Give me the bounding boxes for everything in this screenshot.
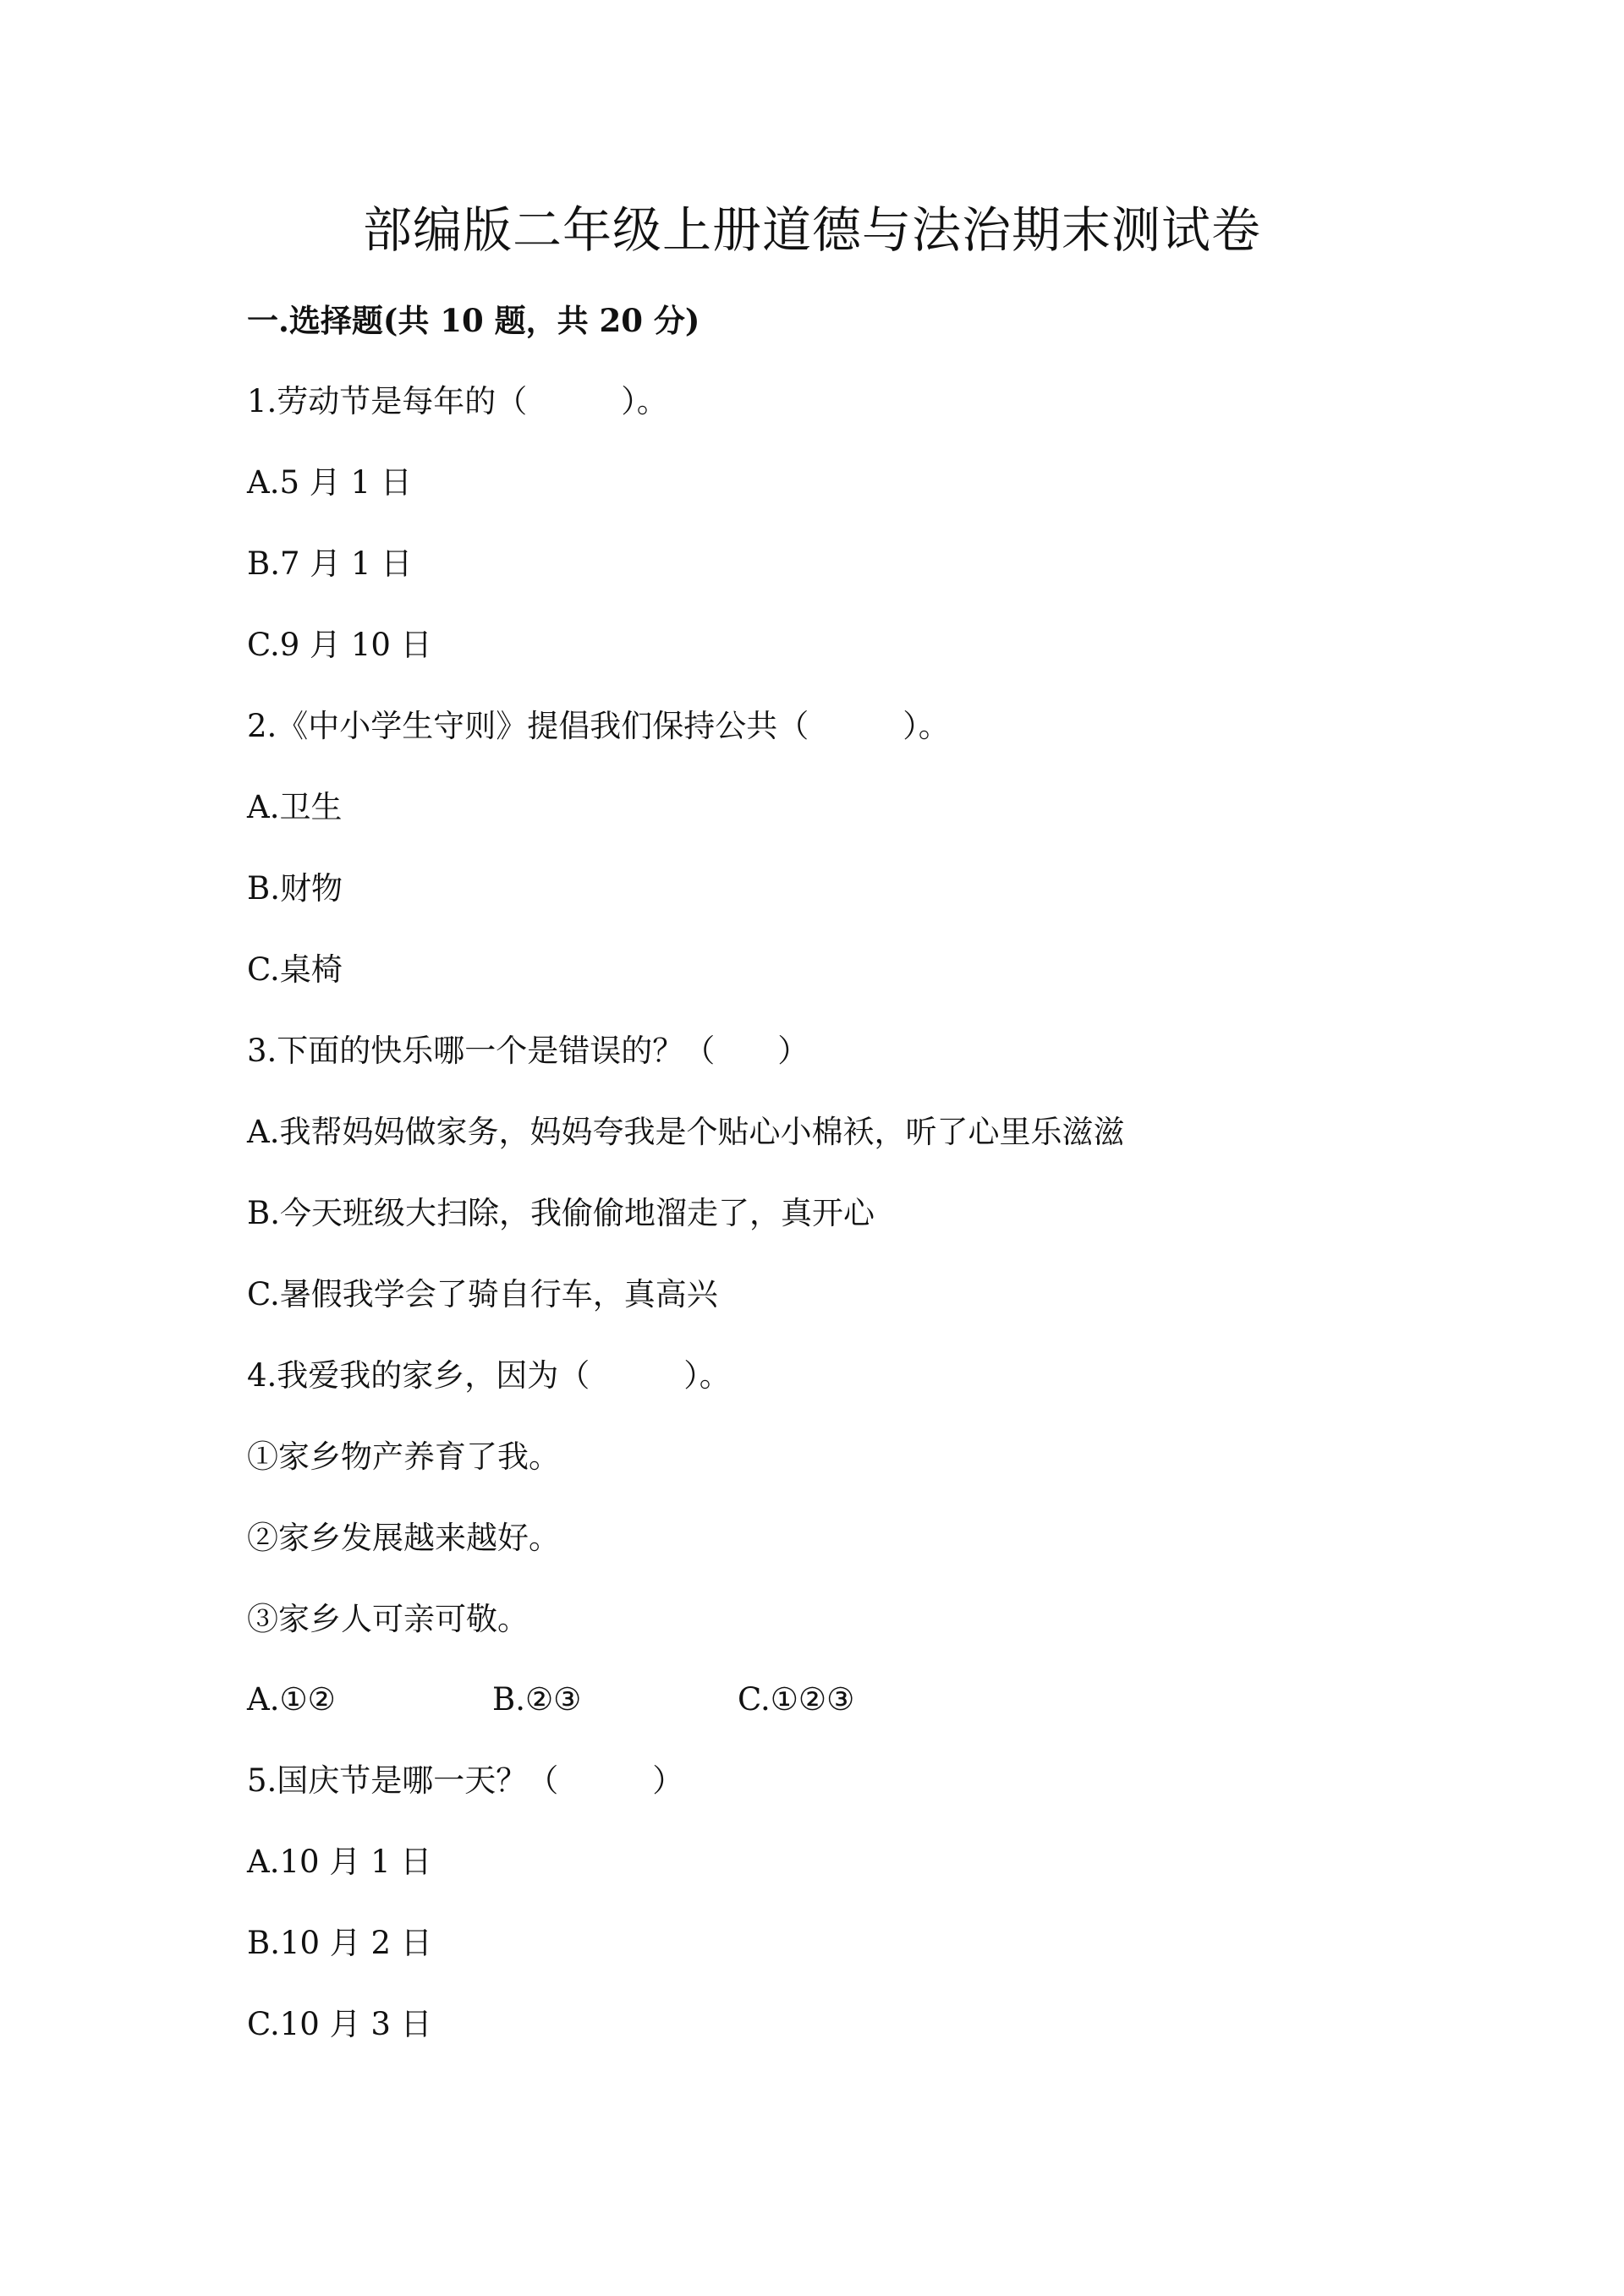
question-1-option-b: B.7 月 1 日 xyxy=(247,545,413,582)
question-4-stem: 4.我爱我的家乡，因为（ ）。 xyxy=(247,1357,731,1394)
question-2-option-b: B.财物 xyxy=(247,870,343,907)
question-4-option-a: A.①② xyxy=(247,1681,336,1718)
question-2-stem: 2.《中小学生守则》提倡我们保持公共（ ）。 xyxy=(247,708,950,744)
question-5-stem: 5.国庆节是哪一天？（ ） xyxy=(247,1762,684,1799)
question-1-stem: 1.劳动节是每年的（ ）。 xyxy=(247,383,668,419)
question-4-option-b: B.②③ xyxy=(492,1681,582,1718)
question-2-option-c: C.桌椅 xyxy=(247,951,343,988)
question-5-option-a: A.10 月 1 日 xyxy=(247,1844,432,1880)
question-4-statement-1: ①家乡物产养育了我。 xyxy=(247,1438,560,1475)
question-5-option-c: C.10 月 3 日 xyxy=(247,2006,432,2042)
question-2-option-a: A.卫生 xyxy=(247,789,343,825)
page-title: 部编版二年级上册道德与法治期末测试卷 xyxy=(362,201,1261,259)
question-1-option-c: C.9 月 10 日 xyxy=(247,627,432,663)
question-4-options-row xyxy=(247,1679,1093,1721)
question-5-option-b: B.10 月 2 日 xyxy=(247,1925,432,1961)
question-3-option-a: A.我帮妈妈做家务，妈妈夸我是个贴心小棉袄，听了心里乐滋滋 xyxy=(247,1114,1125,1150)
question-3-option-c: C.暑假我学会了骑自行车，真高兴 xyxy=(247,1276,718,1312)
question-3-stem: 3.下面的快乐哪一个是错误的？（ ） xyxy=(247,1033,809,1069)
question-4-statement-2: ②家乡发展越来越好。 xyxy=(247,1520,560,1556)
question-4-option-c: C.①②③ xyxy=(738,1681,855,1718)
question-4-statement-3: ③家乡人可亲可敬。 xyxy=(247,1601,529,1637)
section-heading: 一.选择题(共 10 题，共 20 分) xyxy=(247,302,700,339)
question-1-option-a: A.5 月 1 日 xyxy=(247,464,412,501)
question-3-option-b: B.今天班级大扫除，我偷偷地溜走了，真开心 xyxy=(247,1195,875,1231)
